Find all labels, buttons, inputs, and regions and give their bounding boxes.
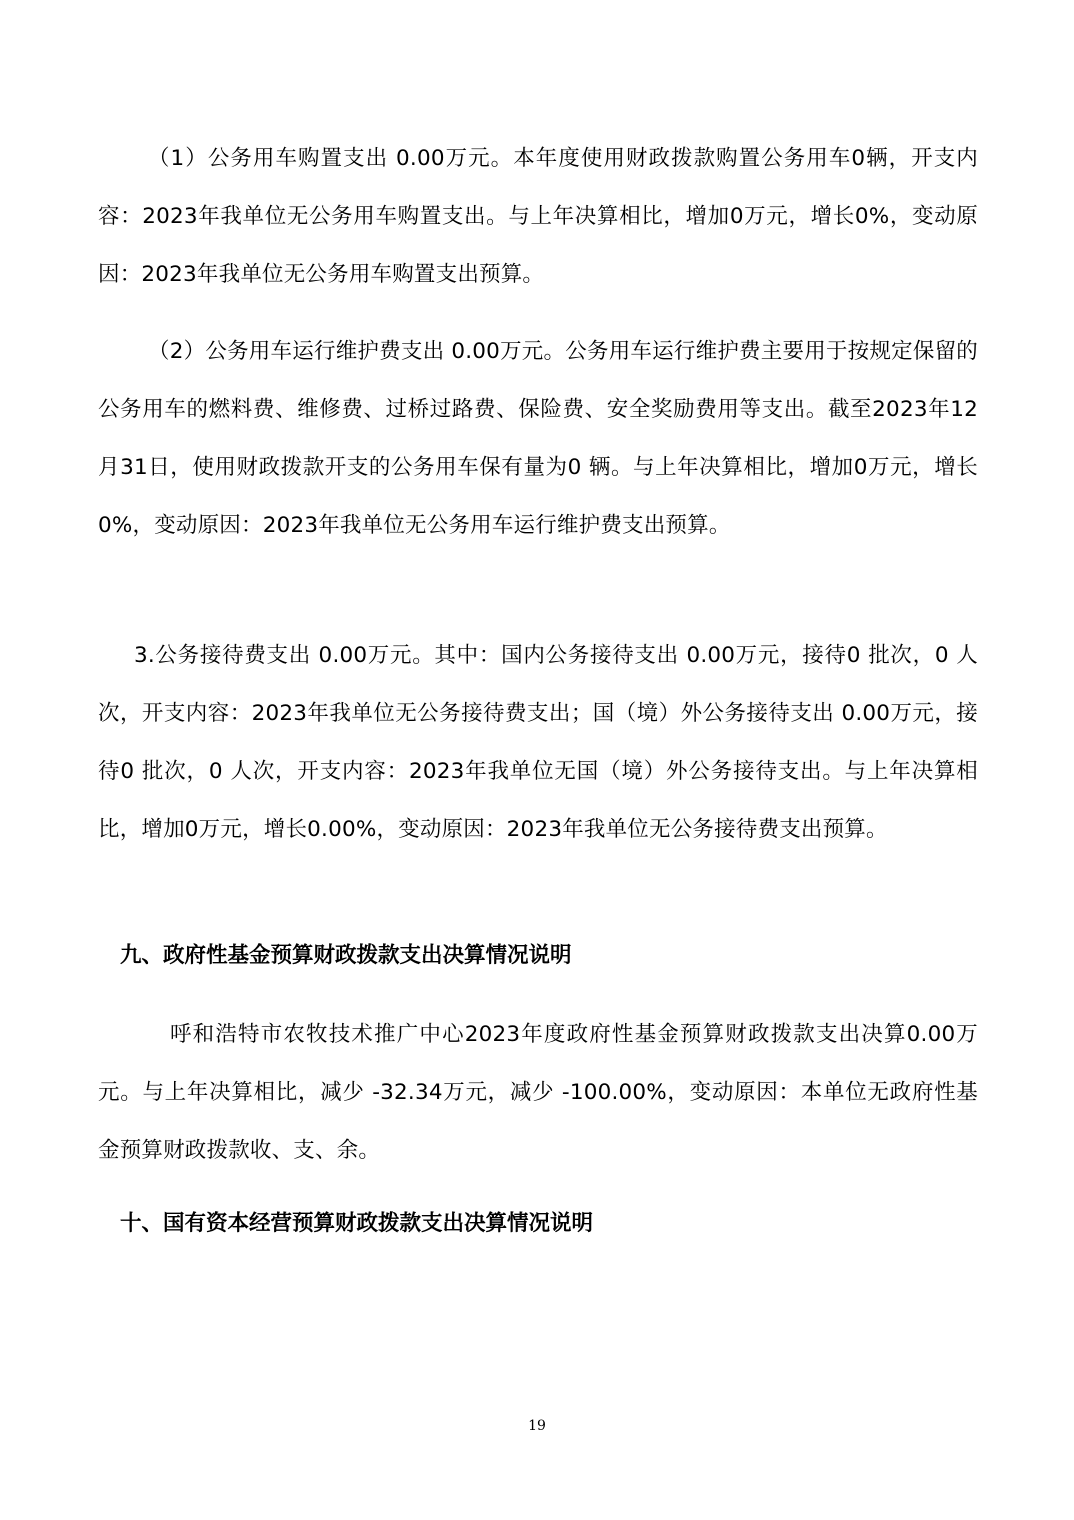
paragraph-car-purchase: （1）公务用车购置支出 0.00万元。本年度使用财政拨款购置公务用车0辆，开支内容：2023年我单位无公务用车购置支出。与上年决算相比，增加0万元，增长0%，变动原因：2023年我单位无公务用车购置支出预算。: [98, 146, 978, 287]
section-heading-government-fund: 九、政府性基金预算财政拨款支出决算情况说明: [120, 943, 572, 968]
paragraph-government-fund: 呼和浩特市农牧技术推广中心2023年度政府性基金预算财政拨款支出决算0.00万元。与上年决算相比，减少 -32.34万元，减少 -100.00%，变动原因：本单位无政府性基金预算财政拨款收、支、余。: [98, 1022, 978, 1163]
page-number: 19: [528, 1418, 546, 1434]
section-heading-state-capital: 十、国有资本经营预算财政拨款支出决算情况说明: [120, 1211, 594, 1236]
paragraph-car-maintenance: （2）公务用车运行维护费支出 0.00万元。公务用车运行维护费主要用于按规定保留的公务用车的燃料费、维修费、过桥过路费、保险费、安全奖励费用等支出。截至2023年12月31日，使用财政拨款开支的公务用车保有量为0 辆。与上年决算相比，增加0万元，增长0%，变动原因：2023年我单位无公务用车运行维护费支出预算。: [98, 339, 978, 538]
paragraph-reception: 3.公务接待费支出 0.00万元。其中：国内公务接待支出 0.00万元，接待0 批次，0 人次，开支内容：2023年我单位无公务接待费支出；国（境）外公务接待支出 0.00万元，接待0 批次，0 人次，开支内容：2023年我单位无国（境）外公务接待支出。与上年决算相比，增加0万元，增长0.00%，变动原因：2023年我单位无公务接待费支出预算。: [98, 643, 978, 842]
